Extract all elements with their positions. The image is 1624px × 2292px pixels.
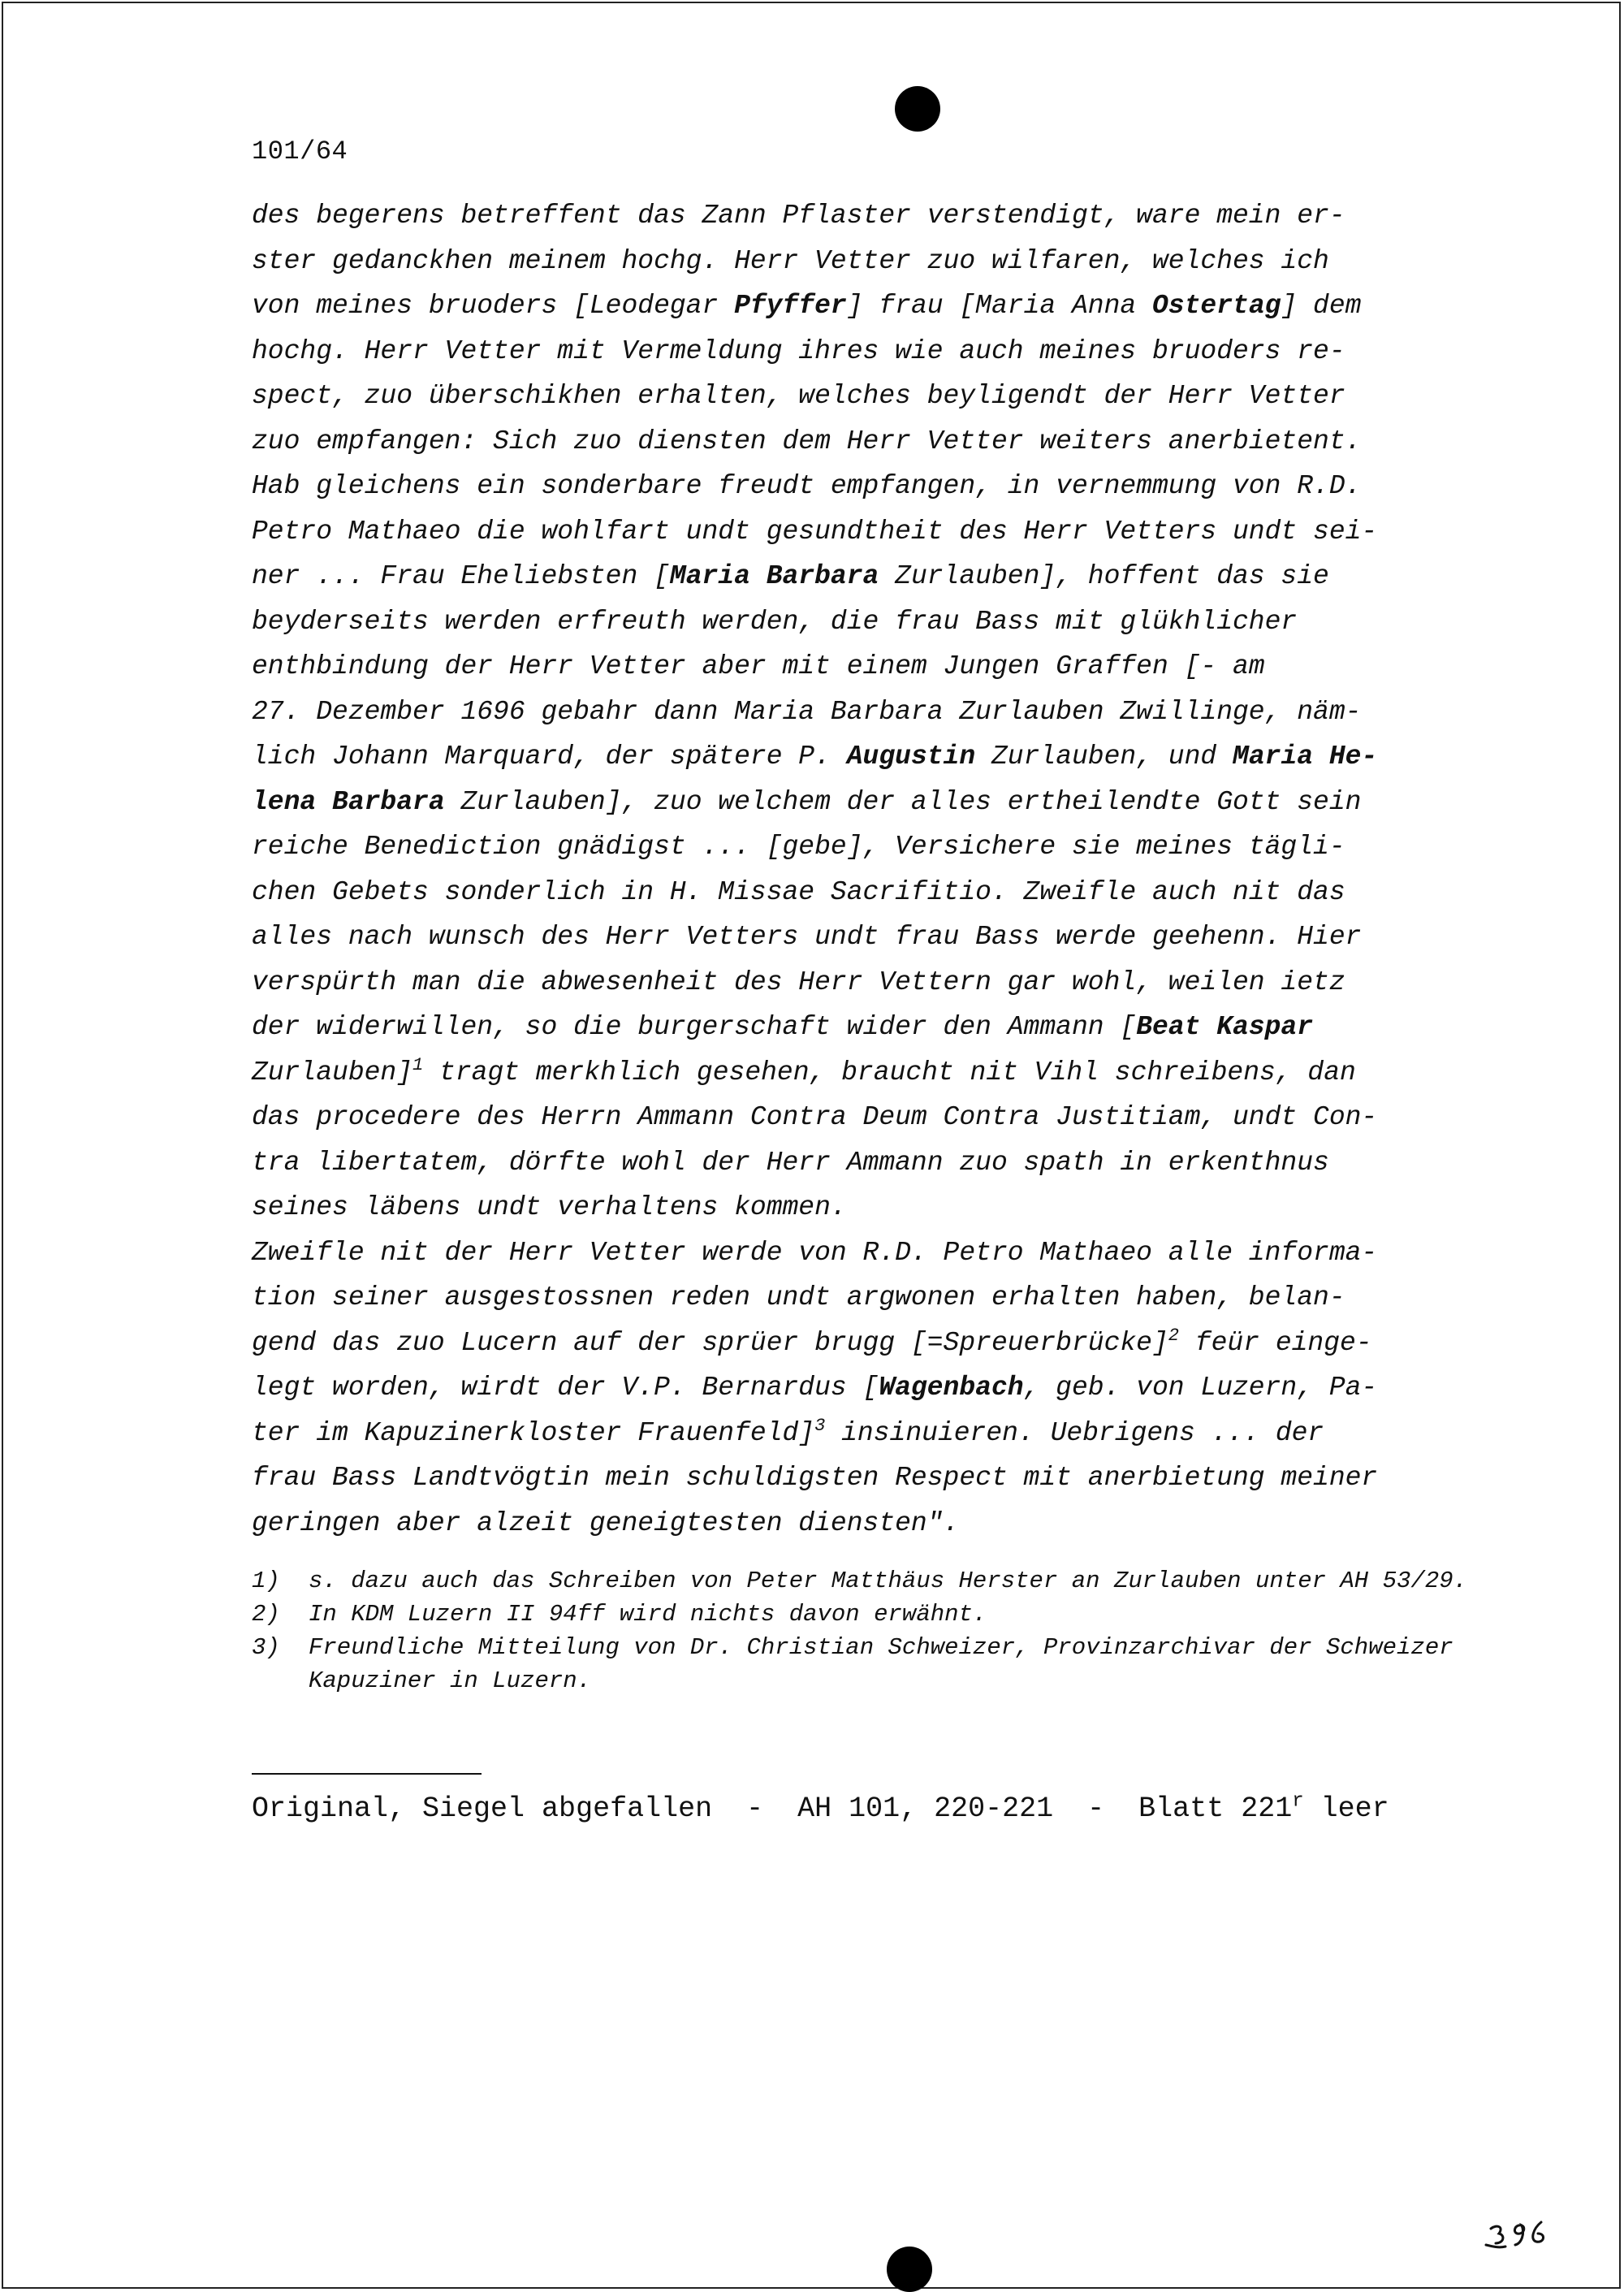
text-run: frau Bass Landtvögtin mein schuldigsten Respect mit anerbietung meiner [252, 1463, 1378, 1493]
text-line [252, 509, 1494, 555]
text-run: das procedere des Herrn Ammann Contra Deum Contra Justitiam, undt Con- [252, 1102, 1378, 1132]
bold-name: Maria Barbara [669, 561, 879, 591]
text-run: ster gedanckhen meinem hochg. Herr Vetter zuo wilfaren, welches ich [252, 245, 1329, 276]
text-line [252, 780, 1494, 825]
text-line [252, 283, 1494, 329]
text-run: tragt merkhlich gesehen, braucht nit Vihl schreibens, dan [423, 1057, 1356, 1088]
text-run: feür einge- [1179, 1327, 1372, 1358]
text-run: insinuieren. Uebrigens ... der [825, 1417, 1324, 1448]
text-run: Hab gleichens ein sonderbare freudt empfangen, in vernemmung von R.D. [252, 471, 1362, 501]
footnotes [252, 1564, 1502, 1697]
text-run: Zurlauben, und [975, 742, 1233, 772]
footnote-text: s. dazu auch das Schreiben von Peter Matthäus Herster an Zurlauben unter AH 53/29. [309, 1568, 1468, 1594]
text-run: beyderseits werden erfreuth werden, die frau Bass mit glükhlicher [252, 606, 1298, 637]
text-run: , geb. von Luzern, Pa- [1023, 1373, 1378, 1403]
document-number: 101/64 [252, 136, 348, 166]
text-run: Zweifle nit der Herr Vetter werde von R.D. Petro Mathaeo alle informa- [252, 1237, 1378, 1268]
bold-name: Pfyffer [734, 291, 847, 321]
text-run: chen Gebets sonderlich in H. Missae Sacrifitio. Zweifle auch nit das [252, 876, 1345, 907]
text-line [252, 1095, 1494, 1140]
source-text: Original, Siegel abgefallen - AH 101, 220-221 - Blatt 221 [252, 1793, 1293, 1825]
text-line [252, 734, 1494, 780]
text-line [252, 374, 1494, 419]
punch-hole-top [895, 86, 940, 132]
separator-rule [252, 1773, 482, 1775]
text-line [252, 419, 1494, 465]
footnote [252, 1598, 1502, 1631]
text-line [252, 824, 1494, 870]
text-run: Zurlauben] [252, 1057, 413, 1088]
text-run: lich Johann Marquard, der spätere P. [252, 742, 847, 772]
text-run: ter im Kapuzinerkloster Frauenfeld] [252, 1417, 815, 1448]
text-run: Petro Mathaeo die wohlfart undt gesundtheit des Herr Vetters undt sei- [252, 516, 1378, 547]
text-line [252, 1050, 1494, 1096]
text-line [252, 1005, 1494, 1050]
bold-name: Augustin [846, 742, 976, 772]
text-run: geringen aber alzeit geneigtesten diensten". [252, 1507, 960, 1538]
text-run: der widerwillen, so die burgerschaft wider den Ammann [ [252, 1012, 1137, 1042]
text-run: Zurlauben], zuo welchem der alles ertheilendte Gott sein [444, 786, 1362, 817]
text-line [252, 464, 1494, 509]
text-run: 27. Dezember 1696 gebahr dann Maria Barbara Zurlauben Zwillinge, näm- [252, 696, 1362, 727]
source-superscript: r [1292, 1790, 1304, 1813]
source-text-after: leer [1303, 1793, 1389, 1825]
text-run: seines läbens undt verhaltens kommen. [252, 1192, 847, 1222]
text-line [252, 1411, 1494, 1456]
text-run: enthbindung der Herr Vetter aber mit einem Jungen Graffen [- am [252, 651, 1265, 681]
text-run: legt worden, wirdt der V.P. Bernardus [ [252, 1373, 879, 1403]
paragraph-2 [252, 1230, 1494, 1546]
text-run: hochg. Herr Vetter mit Vermeldung ihres wie auch meines bruoders re- [252, 335, 1345, 366]
bold-name: Beat Kaspar [1136, 1012, 1314, 1042]
text-line [252, 1365, 1494, 1411]
text-line [252, 1501, 1494, 1546]
text-line [252, 1185, 1494, 1230]
source-line [252, 1790, 1389, 1825]
text-line [252, 239, 1494, 284]
footnote-text: In KDM Luzern II 94ff wird nichts davon erwähnt. [309, 1601, 987, 1628]
text-line [252, 870, 1494, 915]
letter-body [252, 193, 1494, 1546]
bold-name: Wagenbach [879, 1373, 1024, 1403]
text-run: ] frau [Maria Anna [846, 291, 1152, 321]
text-run: tion seiner ausgestossnen reden undt argwonen erhalten haben, belan- [252, 1282, 1345, 1312]
text-line [252, 915, 1494, 960]
text-run: verspürth man die abwesenheit des Herr Vettern gar wohl, weilen ietz [252, 967, 1345, 997]
footnote-ref: 2 [1168, 1325, 1179, 1346]
text-line [252, 644, 1494, 690]
text-run: tra libertatem, dörfte wohl der Herr Ammann zuo spath in erkenthnus [252, 1147, 1329, 1178]
footnote-number: 2) [252, 1601, 280, 1628]
paragraph-1 [252, 193, 1494, 1230]
text-line [252, 1140, 1494, 1186]
text-line [252, 960, 1494, 1005]
text-line [252, 554, 1494, 599]
text-run: von meines bruoders [Leodegar [252, 291, 735, 321]
footnote-ref: 1 [412, 1054, 424, 1075]
text-run: ner ... Frau Eheliebsten [ [252, 561, 670, 591]
footnote-number: 1) [252, 1568, 280, 1594]
bold-name: lena Barbara [252, 786, 445, 817]
punch-hole-bottom [887, 2247, 932, 2292]
text-run: des begerens betreffent das Zann Pflaster verstendigt, ware mein er- [252, 201, 1345, 231]
text-line [252, 193, 1494, 239]
text-run: gend das zuo Lucern auf der sprüer brugg [=Spreuerbrücke] [252, 1327, 1168, 1358]
handwritten-page-number [1479, 2211, 1553, 2260]
footnote-ref: 3 [814, 1415, 826, 1436]
text-line [252, 1455, 1494, 1501]
bold-name: Maria He- [1233, 742, 1378, 772]
text-line [252, 599, 1494, 645]
text-line [252, 1230, 1494, 1276]
footnote-text: Freundliche Mitteilung von Dr. Christian Schweizer, Provinzarchivar der Schweizer Kapuziner in Luzern. [309, 1634, 1453, 1694]
text-run: reiche Benediction gnädigst ... [gebe], Versichere sie meines tägli- [252, 832, 1345, 862]
footnote [252, 1631, 1502, 1697]
text-run: ] dem [1281, 291, 1362, 321]
text-line [252, 1275, 1494, 1321]
text-run: spect, zuo überschikhen erhalten, welches beyligendt der Herr Vetter [252, 381, 1345, 411]
footnote-number: 3) [252, 1634, 280, 1661]
text-line [252, 329, 1494, 374]
bold-name: Ostertag [1152, 291, 1281, 321]
text-run: Zurlauben], hoffent das sie [879, 561, 1329, 591]
text-run: zuo empfangen: Sich zuo diensten dem Herr Vetter weiters anerbietent. [252, 426, 1362, 456]
text-line [252, 1321, 1494, 1366]
text-line [252, 690, 1494, 735]
text-run: alles nach wunsch des Herr Vetters undt frau Bass werde geehenn. Hier [252, 922, 1362, 952]
footnote [252, 1564, 1502, 1598]
